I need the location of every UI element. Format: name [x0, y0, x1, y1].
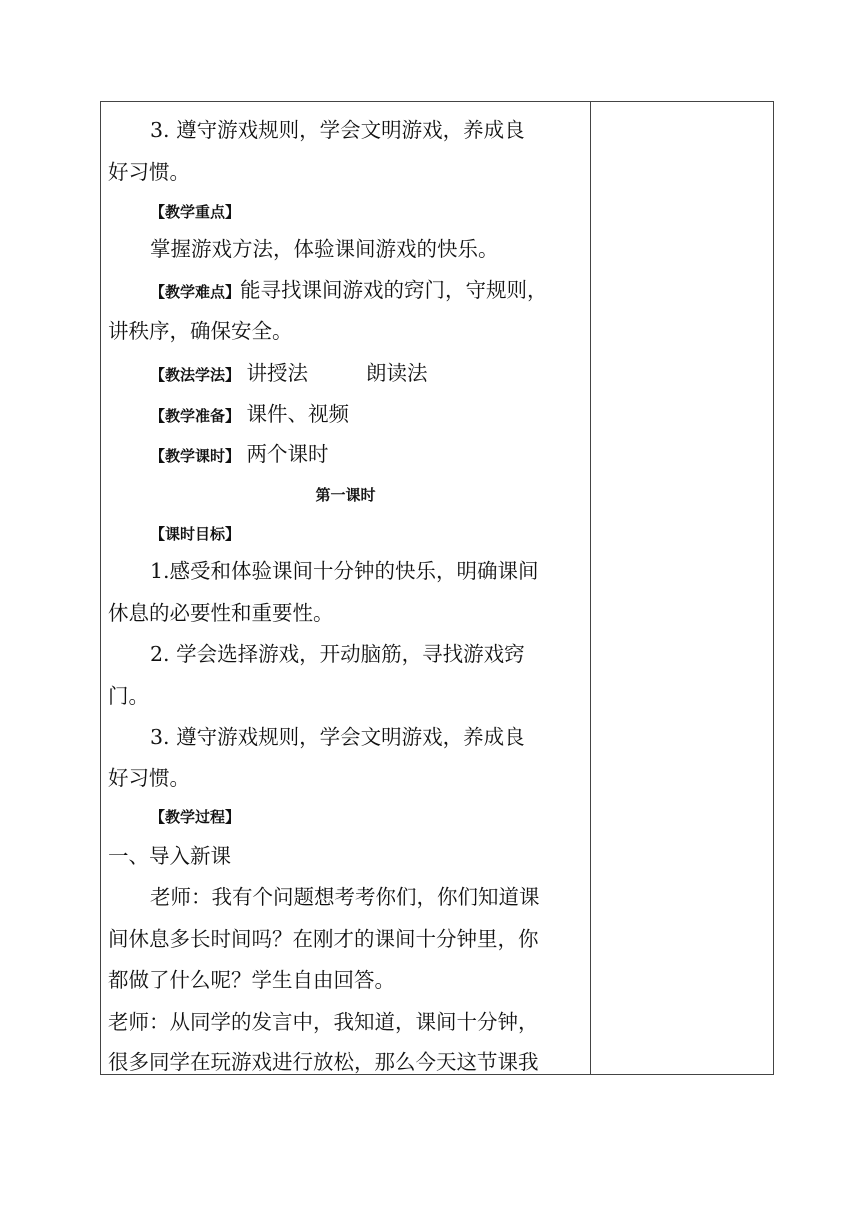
preparation-line	[150, 404, 349, 425]
content-cell	[101, 102, 590, 1074]
teacher-line-1: 老师：我有个问题想考考你们，你们知道课	[150, 885, 540, 909]
lesson-goal-2-line-2: 门。	[108, 684, 149, 708]
heading-lesson-goals: 【课时目标】	[150, 525, 241, 543]
teacher-line-3: 都做了什么呢？学生自由回答。	[108, 968, 395, 992]
methods-line	[150, 363, 428, 384]
preparation-text: 课件、视频	[246, 402, 350, 426]
method-reading: 朗读法	[366, 361, 428, 385]
lesson-goal-1-line-2: 休息的必要性和重要性。	[108, 601, 334, 625]
method-lecture: 讲授法	[246, 361, 309, 385]
heading-difficulties: 【教学难点】	[150, 283, 241, 301]
lesson-goal-3-line-1: 3. 遵守游戏规则，学会文明游戏，养成良	[150, 725, 525, 749]
difficulties-line-1	[150, 280, 548, 301]
lesson-goal-1-line-1: 1.感受和体验课间十分钟的快乐，明确课间	[150, 559, 539, 583]
difficulties-line-2: 讲秩序，确保安全。	[108, 319, 293, 343]
lesson-goal-2-line-1: 2. 学会选择游戏，开动脑筋，寻找游戏窍	[150, 642, 525, 666]
teacher-line-4: 老师：从同学的发言中，我知道，课间十分钟，	[108, 1010, 539, 1034]
goal-3-line-1: 3. 遵守游戏规则，学会文明游戏，养成良	[150, 118, 525, 142]
heading-key-points: 【教学重点】	[150, 203, 241, 221]
goal-3-line-2: 好习惯。	[108, 160, 190, 184]
teacher-line-5: 很多同学在玩游戏进行放松，那么今天这节课我	[108, 1050, 539, 1074]
lesson-goal-3-line-2: 好习惯。	[108, 766, 190, 790]
column-divider	[590, 101, 591, 1075]
section-intro: 一、导入新课	[108, 844, 231, 868]
heading-preparation: 【教学准备】	[150, 407, 241, 425]
first-lesson-title: 第一课时	[315, 486, 376, 504]
teacher-line-2: 间休息多长时间吗？在刚才的课间十分钟里，你	[108, 927, 539, 951]
heading-hours: 【教学课时】	[150, 447, 241, 465]
hours-line	[150, 444, 329, 465]
heading-methods: 【教法学法】	[150, 366, 241, 384]
hours-text: 两个课时	[246, 442, 329, 466]
heading-teaching-process: 【教学过程】	[150, 808, 241, 826]
key-points-text: 掌握游戏方法，体验课间游戏的快乐。	[150, 237, 499, 261]
difficulties-text: 能寻找课间游戏的窍门，守规则，	[240, 278, 548, 302]
